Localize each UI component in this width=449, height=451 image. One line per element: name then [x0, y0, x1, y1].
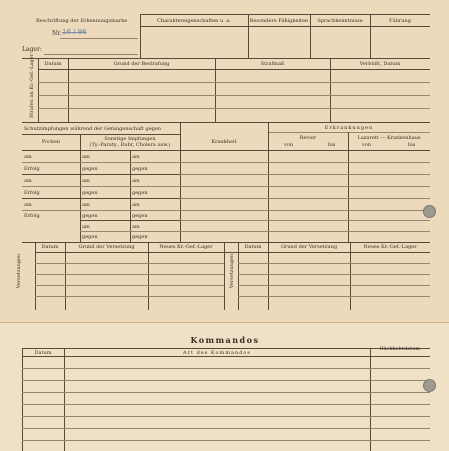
kommandos-art-header: Art des Kommandos — [183, 350, 251, 356]
impf-row-6-label: Erfolg — [24, 213, 40, 219]
versetzungen-side-label-left: Versetzungen — [16, 253, 22, 289]
faehigkeiten-header: Besondere Fähigkeiten — [249, 18, 309, 24]
impf-row-4-c2: gegen — [82, 190, 98, 196]
strafen-grund-header: Grund der Bestrafung — [113, 61, 170, 67]
versetzung-neues-right: Neues Kr.-Gef.-Lager — [363, 244, 417, 250]
versetzung-grund-left: Grund der Versetzung — [78, 244, 135, 250]
impf-row-8-c2: gegen — [82, 234, 98, 240]
impf-row-7-c2: am — [82, 224, 90, 230]
impf-row-2-c2: gegen — [82, 166, 98, 172]
punch-hole-bottom — [423, 379, 436, 392]
punch-hole-top — [423, 205, 436, 218]
erkrankungen-header: Erkrankungen — [324, 125, 374, 131]
revier-header: Revier — [299, 135, 317, 141]
lazarett-bis: bis — [408, 142, 416, 148]
impf-row-3-c2: am — [82, 178, 90, 184]
impf-row-6-c3: gegen — [132, 213, 148, 219]
versetzung-datum-left: Datum — [41, 244, 59, 250]
lazarett-header: Lazarett — Krankenhaus — [357, 135, 421, 141]
revier-bis: bis — [328, 142, 336, 148]
revier-von: von — [284, 142, 294, 148]
strafen-side-label: Strafen im Kr.-Gef.-Lager — [29, 54, 35, 118]
kommandos-title: Kommandos — [190, 335, 260, 345]
lazarett-von: von — [362, 142, 372, 148]
nr-label: Nr. — [52, 30, 62, 37]
impf-header: Schutzimpfungen während der Gefangenschaft gegen — [24, 126, 162, 132]
impf-row-1-label: am — [24, 154, 32, 160]
versetzung-datum-right: Datum — [244, 244, 262, 250]
impf-row-1-c3: am — [132, 154, 140, 160]
erkennungsmarke-label: Beschriftung der Erkennungsmarke — [36, 18, 128, 24]
kommandos-datum-header: Datum — [34, 350, 52, 356]
strafen-strafmass-header: Strafmaß — [260, 61, 285, 67]
impf-row-8-c3: gegen — [132, 234, 148, 240]
record-card-kommandos — [0, 322, 449, 451]
versetzung-grund-right: Grund der Versetzung — [280, 244, 338, 250]
versetzungen-side-label-right: Versetzungen — [229, 253, 235, 289]
impf-row-5-label: am — [24, 202, 32, 208]
impf-row-4-label: Erfolg — [24, 190, 40, 196]
impf-row-5-c3: am — [132, 202, 140, 208]
nr-value: 16 / 96 — [62, 28, 87, 36]
strafen-datum-header: Datum — [44, 61, 62, 67]
impf-row-4-c3: gegen — [132, 190, 148, 196]
impf-row-5-c2: am — [82, 202, 90, 208]
impf-row-2-label: Erfolg — [24, 166, 40, 172]
impf-row-6-c2: gegen — [82, 213, 98, 219]
kommandos-rueckkehr-header: Rückkehrdatum — [379, 346, 421, 352]
charakter-header: Charaktereigenschaften u. a. — [157, 18, 231, 24]
strafen-verbuesst-header: Verbüßt, Datum — [359, 61, 401, 67]
impf-row-7-c3: am — [132, 224, 140, 230]
impf-row-1-c2: am — [82, 154, 90, 160]
fuehrung-header: Führung — [389, 18, 411, 24]
krankheit-header: Krankheit — [211, 139, 237, 145]
sprachkenntnisse-header: Sprachkenntnisse — [317, 18, 363, 24]
impf-sonstige-sub: (Ty.-Paraty., Ruhr, Cholera usw.) — [89, 142, 171, 148]
versetzung-neues-left: Neues Kr.-Gef.-Lager — [159, 244, 213, 250]
impf-sonstige-header: Sonstige Impfungen — [104, 136, 156, 142]
impf-row-3-label: am — [24, 178, 32, 184]
impf-row-3-c3: am — [132, 178, 140, 184]
impf-row-2-c3: gegen — [132, 166, 148, 172]
impf-pocken-header: Pocken — [41, 139, 61, 145]
lager-label: Lager: — [22, 46, 42, 53]
